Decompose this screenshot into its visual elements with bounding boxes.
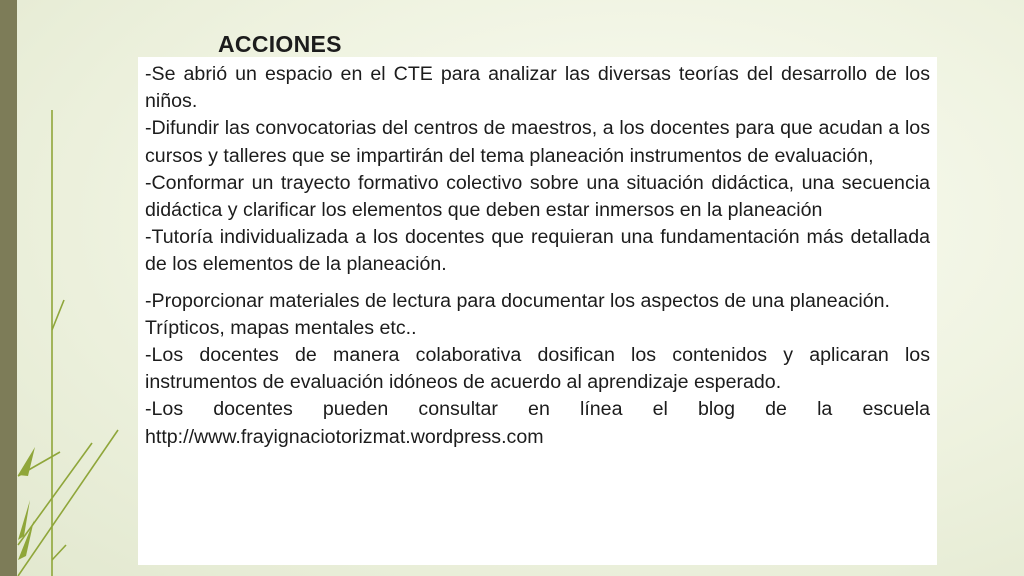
action-item: -Proporcionar materiales de lectura para documentar los aspectos de una planeación. <box>145 289 890 312</box>
action-item: -Conformar un trayecto formativo colectivo sobre una situación didáctica, una secuencia didáctica y clarificar los elementos que deben estar inmersos en la planeación <box>145 171 930 222</box>
action-item: -Se abrió un espacio en el CTE para analizar las diversas teorías del desarrollo de los niños. <box>145 63 930 113</box>
action-item: -Los docentes pueden consultar en línea el blog de la escuela http://www.frayignaciotorizmat.wordpress.com <box>145 398 930 448</box>
action-item: Trípticos, mapas mentales etc.. <box>145 316 417 339</box>
action-item: -Tutoría individualizada a los docentes que requieran una fundamentación más detallada de los elementos de la planeación. <box>145 226 930 276</box>
slide-title: ACCIONES <box>218 31 342 57</box>
arrow-decoration-icon <box>0 0 140 576</box>
action-item: -Los docentes de manera colaborativa dosifican los contenidos y aplicaran los instrumentos de evaluación idóneos de acuerdo al aprendizaje esperado. <box>145 344 930 394</box>
content-box <box>138 57 937 565</box>
action-item: -Difundir las convocatorias del centros de maestros, a los docentes para que acudan a los cursos y talleres que se impartirán del tema planeación instrumentos de evaluación, <box>145 117 930 167</box>
